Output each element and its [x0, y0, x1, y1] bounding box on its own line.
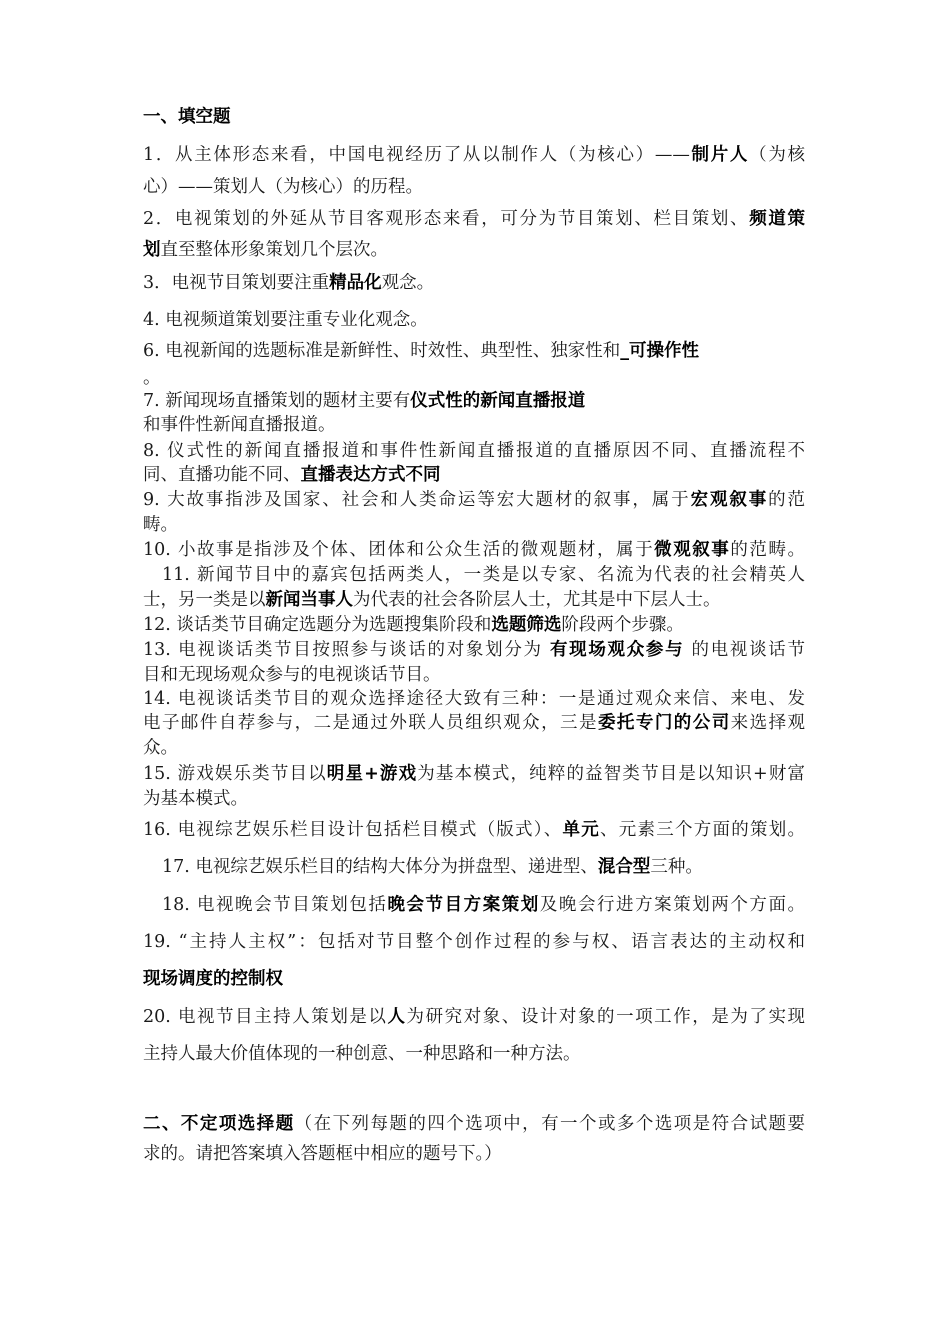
body-text: 。	[143, 368, 161, 388]
body-text: 、元素三个方面的策划。	[600, 820, 806, 840]
text-line	[143, 366, 805, 390]
body-text: 为代表的社会各阶层人士，尤其是中下层人士。	[353, 590, 721, 610]
body-text: 观念。	[381, 273, 435, 293]
answer-bold-text: 现场调度的控制权	[143, 969, 283, 989]
answer-bold-text: 制片人	[689, 145, 750, 165]
text-line	[143, 663, 805, 687]
body-text: 11. 新闻节目中的嘉宾包括两类人，一类是以专家、名流为代表的社会精英人	[162, 565, 805, 585]
body-text: 16. 电视综艺娱乐栏目设计包括栏目模式（版式）、	[143, 820, 563, 840]
text-line	[143, 1042, 805, 1066]
body-text: 直至整体形象策划几个层次。	[160, 240, 388, 260]
body-text: 14. 电视谈话类节目的观众选择途径大致有三种：一是通过观众来信、来电、发	[143, 689, 805, 709]
section-heading	[143, 1112, 805, 1136]
body-text: 众。	[143, 738, 178, 758]
body-text: 心）——策划人（为核心）的历程。	[143, 177, 423, 197]
body-text: （在下列每题的四个选项中，有一个或多个选项是符合试题要	[294, 1114, 806, 1134]
text-line	[143, 413, 805, 437]
text-line	[143, 762, 805, 786]
answer-bold-text: 单元	[562, 820, 601, 840]
answer-bold-text: 晚会节目方案策划	[387, 895, 540, 915]
text-line	[143, 787, 805, 811]
text-line	[143, 463, 805, 487]
body-text: 目和无现场观众参与的电视谈话节目。	[143, 665, 441, 685]
text-line	[143, 513, 805, 537]
answer-bold-text: 微观叙事	[654, 540, 731, 560]
body-text: 三种。	[650, 857, 703, 877]
body-text: 畴。	[143, 515, 178, 535]
text-line	[143, 308, 805, 332]
text-line	[143, 638, 805, 662]
text-line	[143, 613, 805, 637]
body-text: 同、直播功能不同、	[143, 465, 301, 485]
body-text: 为基本模式。	[143, 789, 248, 809]
answer-bold-text: 有现场观众参与	[549, 640, 685, 660]
text-line	[143, 175, 805, 199]
answer-bold-text: 一、填空题	[143, 107, 231, 127]
body-text: 10. 小故事是指涉及个体、团体和公众生活的微观题材，属于	[143, 540, 655, 560]
body-text: 为研究对象、设计对象的一项工作，是为了实现	[406, 1007, 806, 1027]
answer-bold-text: 人	[387, 1007, 407, 1027]
answer-bold-text: 直播表达方式不同	[300, 465, 441, 485]
answer-bold-text: 划	[143, 240, 161, 260]
text-line	[143, 238, 805, 262]
body-text: 4. 电视频道策划要注重专业化观念。	[143, 310, 428, 330]
body-text: 7. 新闻现场直播策划的题材主要有	[143, 391, 411, 411]
answer-bold-text: 二、不定项选择题	[143, 1114, 295, 1134]
body-text: 士，另一类是以	[143, 590, 266, 610]
text-line	[143, 1005, 805, 1029]
body-text: 电子邮件自荐参与，二是通过外联人员组织观众，三是	[143, 713, 598, 733]
body-text: 的范	[768, 490, 805, 510]
body-text: 1．从主体形态来看，中国电视经历了从以制作人（为核心）——	[143, 145, 690, 165]
body-text: 15. 游戏娱乐类节目以	[143, 764, 327, 784]
answer-bold-text: 精品化	[329, 273, 382, 293]
section-heading	[143, 105, 805, 129]
body-text: 来选择观	[730, 713, 806, 733]
answer-bold-text: 仪式性的新闻直播报道	[410, 391, 586, 411]
body-text: 20. 电视节目主持人策划是以	[143, 1007, 388, 1027]
body-text: 9. 大故事指涉及国家、社会和人类命运等宏大题材的叙事，属于	[143, 490, 691, 510]
answer-bold-text: 新闻当事人	[265, 590, 353, 610]
text-line	[143, 488, 805, 512]
text-line	[143, 271, 805, 295]
text-line	[143, 711, 805, 735]
text-line	[143, 818, 805, 842]
text-line	[143, 143, 805, 167]
text-line	[162, 855, 805, 879]
answer-bold-text: 选题筛选	[491, 615, 562, 635]
body-text: 2．电视策划的外延从节目客观形态来看，可分为节目策划、栏目策划、	[143, 209, 750, 229]
text-line	[162, 563, 805, 587]
text-line	[143, 439, 805, 463]
body-text: 13. 电视谈话类节目按照参与谈话的对象划分为	[143, 640, 550, 660]
answer-bold-text: 频道策	[749, 209, 806, 229]
answer-bold-text: 混合型	[597, 857, 651, 877]
body-text: 3．电视节目策划要注重	[143, 273, 330, 293]
text-line	[143, 736, 805, 760]
body-text: 6. 电视新闻的选题标准是新鲜性、时效性、典型性、独家性和	[143, 341, 621, 361]
text-line	[143, 930, 805, 954]
text-line	[143, 538, 805, 562]
text-line	[143, 687, 805, 711]
answer-bold-text: 委托专门的公司	[597, 713, 731, 733]
body-text: 和事件性新闻直播报道。	[143, 415, 336, 435]
text-line	[143, 1142, 805, 1166]
body-text: 阶段两个步骤。	[561, 615, 684, 635]
text-line	[143, 207, 805, 231]
body-text: （为核	[749, 145, 806, 165]
answer-bold-text: 明星+游戏	[326, 764, 418, 784]
text-line	[143, 588, 805, 612]
body-text: 8. 仪式性的新闻直播报道和事件性新闻直播报道的直播原因不同、直播流程不	[143, 441, 805, 461]
text-line	[143, 967, 805, 991]
text-line	[143, 389, 805, 413]
answer-bold-text: 宏观叙事	[690, 490, 769, 510]
body-text: 17. 电视综艺娱乐栏目的结构大体分为拼盘型、递进型、	[162, 857, 598, 877]
body-text: 及晚会行进方案策划两个方面。	[539, 895, 806, 915]
body-text: 19. “主持人主权”：包括对节目整个创作过程的参与权、语言表达的主动权和	[143, 932, 805, 952]
text-line	[143, 339, 805, 363]
body-text: 的电视谈话节	[684, 640, 806, 660]
text-line	[162, 893, 805, 917]
body-text: 12. 谈话类节目确定选题分为选题搜集阶段和	[143, 615, 492, 635]
body-text: 18. 电视晚会节目策划包括	[162, 895, 388, 915]
body-text: 为基本模式，纯粹的益智类节目是以知识+财富	[417, 764, 805, 784]
body-text: 的范畴。	[730, 540, 806, 560]
answer-bold-text: _可操作性	[620, 341, 700, 361]
body-text: 主持人最大价值体现的一种创意、一种思路和一种方法。	[143, 1044, 581, 1064]
body-text: 求的。请把答案填入答题框中相应的题号下。）	[143, 1144, 502, 1164]
